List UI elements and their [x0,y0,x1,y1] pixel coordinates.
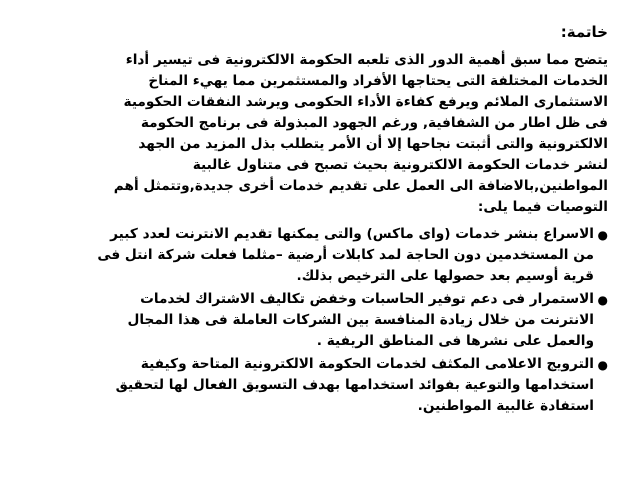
list-item [32,224,608,287]
list-item-line: من المستخدمين دون الحاجة لمد كابلات أرضية –مثلما فعلت شركة انتل فى [97,247,594,263]
bullet-icon: ● [597,228,608,242]
list-item [32,289,608,352]
list-item-line: الاسراع بنشر خدمات (واى ماكس) والتى يمكنها تقديم الانترنت لعدد كبير [110,226,594,242]
intro-line: يتضح مما سبق أهمية الدور الذى تلعبه الحكومة الالكترونية فى تيسير أداء [125,52,608,68]
intro-paragraph [32,50,608,218]
list-item-line: الانترنت من خلال زيادة المنافسة بين الشركات العاملة فى هذا المجال [127,312,594,328]
list-item [32,354,608,417]
list-item-line: استخدامها والتوعية بفوائد استخدامها بهدف التسويق الفعال لها لتحقيق [115,377,594,393]
list-item-line: الترويج الاعلامى المكثف لخدمات الحكومة الالكترونية المتاحة وكيفية [140,356,594,372]
intro-line: الخدمات المختلفة التى يحتاجها الأفراد والمستثمرين مما يهيء المناخ [148,73,608,89]
list-item-line: الاستمرار فى دعم توفير الحاسبات وخفض تكاليف الاشتراك لخدمات [140,291,594,307]
intro-line: الالكترونية والتى أثبتت نجاحها إلا أن الأمر يتطلب بذل المزيد من الجهد [138,136,608,152]
bullet-icon: ● [597,293,608,307]
intro-line: التوصيات فيما يلى: [477,199,608,215]
intro-line: لنشر خدمات الحكومة الالكترونية بحيث تصبح فى متناول غالبية [192,157,608,173]
bullet-icon: ● [597,358,608,372]
list-item-line: استفادة غالبية المواطنين. [417,398,594,414]
list-item-line: والعمل على نشرها فى المناطق الريفية . [316,333,594,349]
intro-line: الاستثمارى الملائم ويرفع كفاءة الأداء الحكومى ويرشد النفقات الحكومية [123,94,608,110]
page-title: خاتمة: [560,23,608,41]
intro-line: فى ظل اطار من الشفافية, ورغم الجهود المبذولة فى برنامج الحكومة [140,115,608,131]
recommendations-list [32,224,608,417]
list-item-line: قرية أوسيم بعد حصولها على الترخيص بذلك. [296,268,594,284]
intro-line: المواطنين,بالاضافة الى العمل على تقديم خدمات أخرى جديدة,وتتمثل أهم [113,178,608,194]
